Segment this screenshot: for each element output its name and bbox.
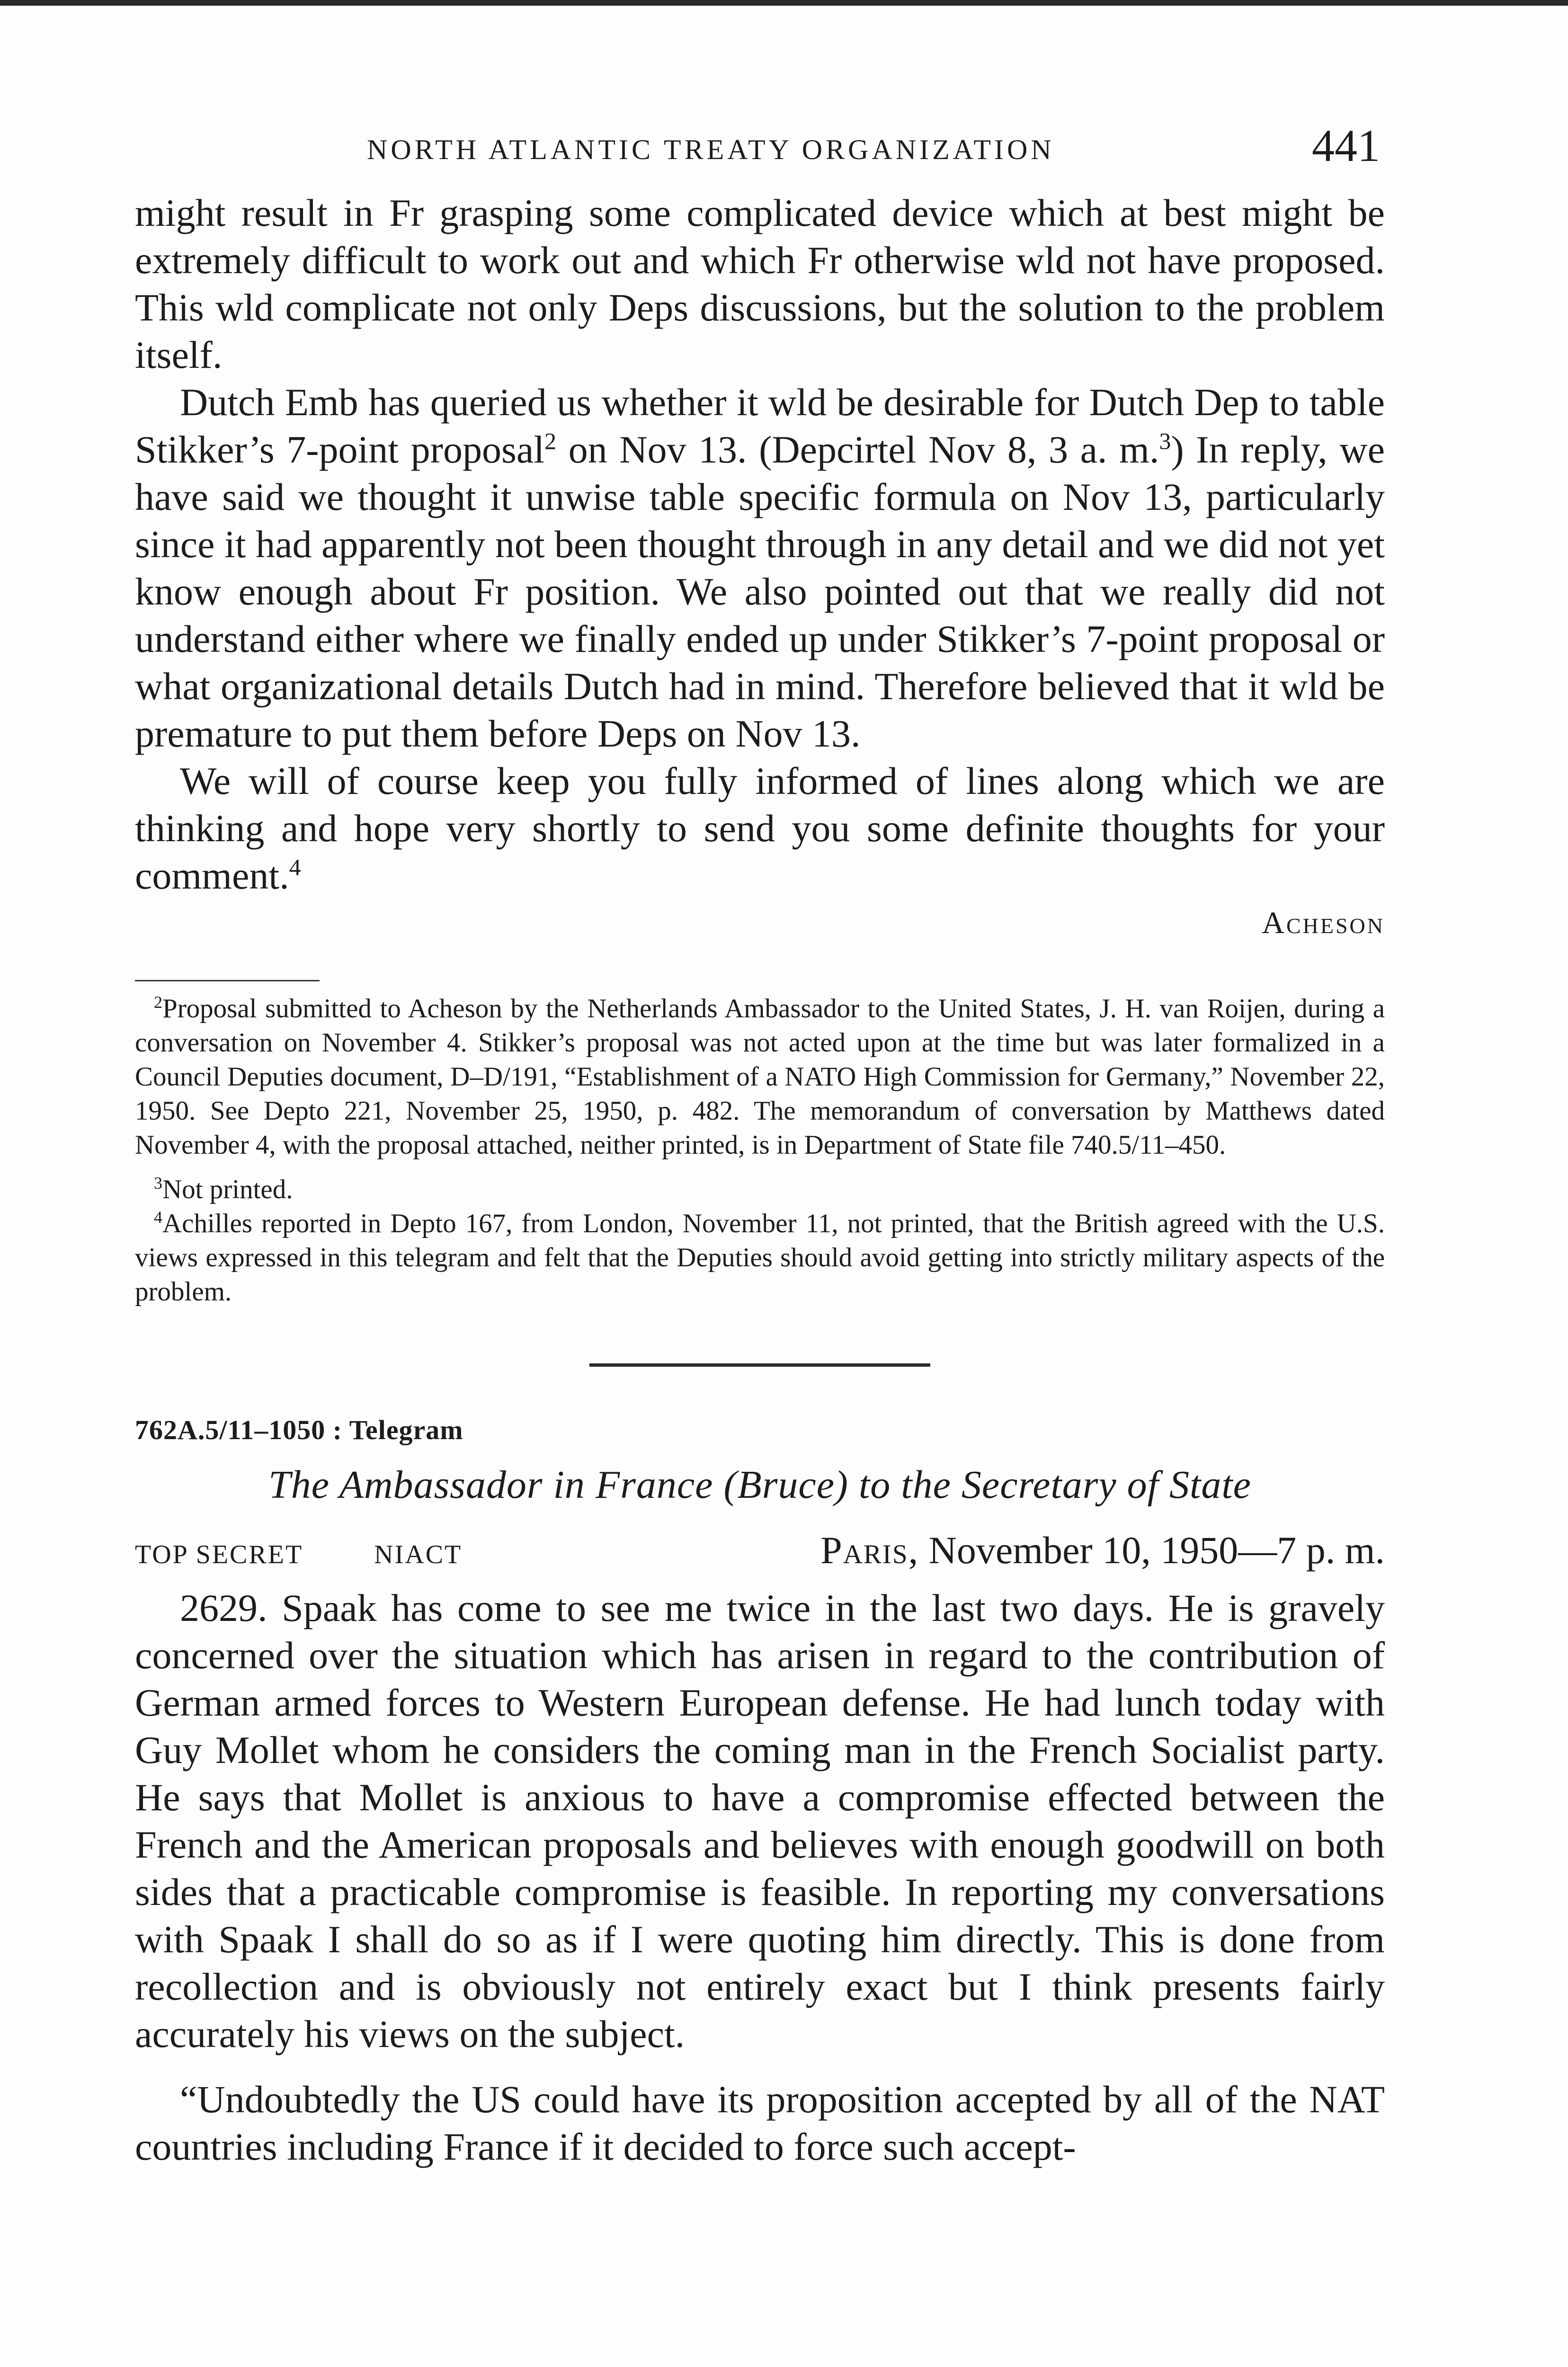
paragraph-text: Dutch Emb has queried us whether it wld be desirable for Dutch Dep to table Stikker’s 7-point proposal [135,381,1385,471]
footnote-ref-3: 3 [1159,427,1171,454]
document-title: The Ambassador in France (Bruce) to the Secretary of State [268,1463,1251,1507]
classification: TOP SECRET [135,1540,303,1569]
telegram-paragraph: 2629. Spaak has come to see me twice in the last two days. He is gravely concerned over the situation which has arisen in regard to the contribution of German armed forces to Western European defense. He had lunch today with Guy Mollet whom he considers the coming man in the French Socialist party. He says that Mollet is anxious to have a compromise effected between the French and the American proposals and believes with enough goodwill on both sides that a practicable compromise is feasible. In reporting my conversations with Spaak I shall do so as if I were quoting him directly. This is done from recollection and is obviously not entirely exact but I think presents fairly accurately his views on the subject. [135,1586,1385,2056]
footnotes [135,992,1385,1309]
paragraph-text: We will of course keep you fully informed of lines along which we are thinking and hope very shortly to send you some definite thoughts for your comment. [135,759,1385,897]
main-text [135,189,1385,944]
footnote-marker: 2 [154,993,162,1012]
priority: NIACT [374,1540,463,1569]
classification-line [135,1530,462,1580]
paragraph-closing [135,757,1385,899]
telegram-paragraph: “Undoubtedly the US could have its proposition accepted by all of the NAT countries including France if it decided to force such accept- [135,2078,1385,2168]
document-page [135,114,1385,2171]
file-identifier: 762A.5/11–1050 : Telegram [135,1415,463,1445]
footnote-marker: 3 [154,1174,162,1192]
signature: Acheson [1262,906,1385,940]
paragraph-text: ) In reply, we have said we thought it unwise table specific formula on Nov 13, particularly since it had apparently not been thought through in any detail and we did not yet know enough about Fr position. We also pointed out that we really did not understand either where we finally ended up under Stikker’s 7-point proposal or what organizational details Dutch had in mind. Therefore believed that it wld be premature to put them before Deps on Nov 13. [135,428,1385,755]
running-head-title: NORTH ATLANTIC TREATY ORGANIZATION [367,134,1055,165]
dateline-date: November 10, 1950—7 p. m. [928,1529,1385,1572]
footnote-2 [135,992,1385,1162]
telegram-header [135,1525,1385,1580]
telegram-text [135,1584,1385,2171]
footnote-text: Achilles reported in Depto 167, from London, November 11, not printed, that the British agreed with the U.S. views expressed in this telegram and felt that the Deputies should avoid getting into strictly military aspects of the problem. [135,1209,1385,1307]
dateline-place: Paris, [820,1529,919,1572]
dateline [820,1525,1385,1575]
section-separator [589,1363,930,1367]
footnote-4 [135,1207,1385,1309]
footnote-text: Proposal submitted to Acheson by the Netherlands Ambassador to the United States, J. H. van Roijen, during a conversation on November 4. Stikker’s proposal was not acted upon at the time but was later formalized in a Council Deputies document, D–D/191, “Establishment of a NATO High Commission for Germany,” November 22, 1950. See Depto 221, November 25, 1950, p. 482. The memorandum of conversation by Matthews dated November 4, with the proposal attached, neither printed, is in Department of State file 740.5/11–450. [135,994,1385,1160]
page-top-border [0,0,1568,6]
running-head [135,114,1385,189]
page-number: 441 [1312,120,1380,171]
paragraph-continuation: might result in Fr grasping some complicated device which at best might be extremely difficult to work out and which Fr otherwise wld not have proposed. This wld complicate not only Deps discussions, but the solution to the problem itself. [135,191,1385,376]
footnote-ref-4: 4 [289,854,301,881]
paragraph-text: on Nov 13. (Depcirtel Nov 8, 3 a. m. [556,428,1159,471]
paragraph-dutch-emb [135,379,1385,757]
footnote-marker: 4 [154,1208,162,1227]
footnote-3 [135,1173,1385,1207]
footnote-text: Not printed. [162,1175,293,1204]
footnote-rule [135,980,320,981]
footnote-ref-2: 2 [544,427,557,454]
